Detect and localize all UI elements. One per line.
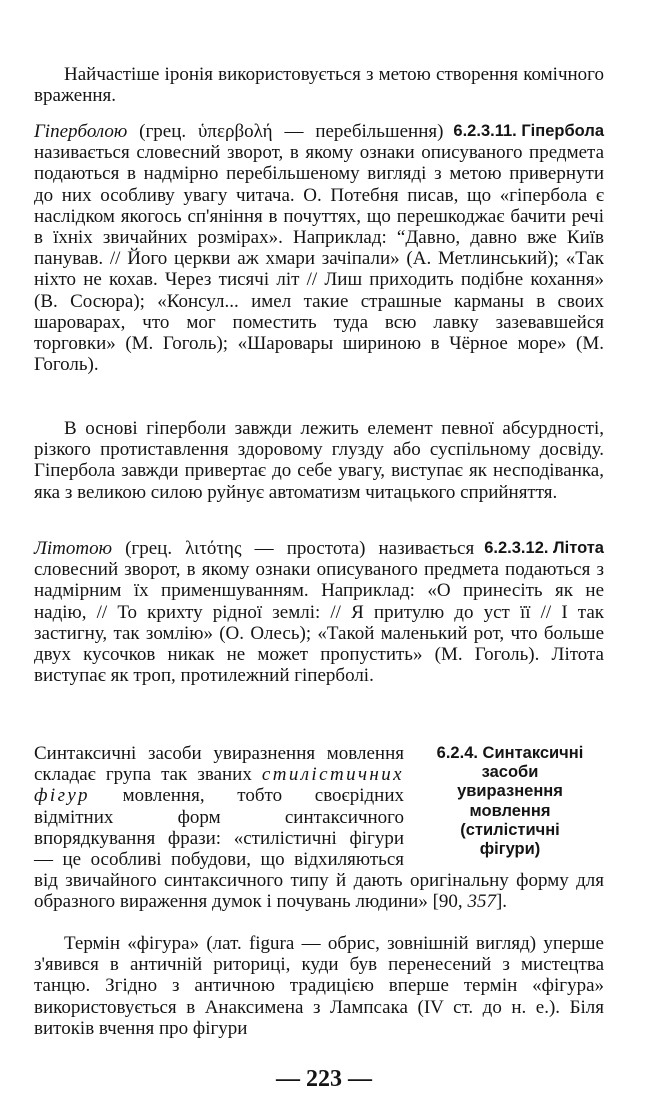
heading-litotes: 6.2.3.12. Літота	[484, 539, 604, 557]
heading-syntax-line: увиразнення	[457, 782, 563, 801]
term-litotes: Літотою	[34, 538, 112, 559]
section-litotes	[34, 538, 604, 686]
syntax-text-cont: мовлення, тобто своєрідних відмітних форм синтаксичного впорядкування фрази: «стилістичні фігури — це особливі побудови, що відхиляються від звичайного синтаксичного типу й дають оригінальну форму для образного вираження думок і почувань людини» [90,	[34, 785, 604, 913]
litotes-text: (грец. λιτότης — простота) називається словесний зворот, в якому ознаки описуваного предмета подаються з надмірним їх применшуванням. Наприклад: «О принесіть як не надію, // То крихту рідної землі: // Я притулю до уст її // І так застигну, так зомлію» (О. Олесь); «Такой маленький рот, что больше двух кусочков никак не может пропустить» (М. Гоголь). Літота виступає як троп, протилежний гіперболі.	[34, 538, 604, 687]
heading-syntax-line: фігури)	[479, 840, 541, 859]
term-hyperbole: Гіперболою	[34, 121, 128, 142]
syntax-text: Синтаксичні засоби увиразнення мовлення складає група так званих	[34, 743, 404, 786]
hyperbole-paragraph-2: В основі гіперболи завжди лежить елемент певної абсурдності, різкого протиставлення здоровому глузду або суспільному досвіду. Гіпербола завжди привертає до себе увагу, виступає як несподіванка, яка з великою силою руйнує автоматизм читацького сприйняття.	[34, 418, 604, 503]
heading-syntax-line: мовлення	[469, 801, 551, 820]
citation-page: 357	[467, 891, 496, 913]
syntax-text-end: ].	[495, 891, 508, 913]
syntax-paragraph-2: Термін «фігура» (лат. figura — обрис, зовнішній вигляд) уперше з'явився в античній риториці, куди був перенесений з мистецтва танцю. Згідно з античною традицією вперше термін «фігура» використовується в Анаксимена з Лампсака (IV ст. до н. е.). Біля витоків вчення про фігури	[34, 933, 604, 1039]
intro-paragraph: Найчастіше іронія використовується з метою створення комічного враження.	[34, 64, 604, 107]
heading-syntax-line: 6.2.4. Синтаксичні	[436, 744, 584, 762]
hyperbole-text: (грец. ὑπερβολή — перебільшення) називається словесний зворот, в якому ознаки описуваного предмета подаються в надмірно перебільшеному вигляді з метою привернути до них особливу увагу читача. О. Потебня писав, що «гіпербола є наслідком якогось сп'яніння в почуттях, що перешкоджає бачити речі в їхніх звичайних розмірах». Наприклад: “Давно, давно вже Київ панував. // Його церкви аж хмари зачіпали» (А. Метлинський); «Так ніхто не кохав. Через тисячі літ // Лиш приходить подібне кохання» (В. Сосюра); «Консул... имел такие страшные карманы в своих шароварах, что мог поместить туда всю лавку зазевавшейся торговки» (М. Гоголь); «Шаровары шириною в Чёрное море» (М. Гоголь).	[34, 121, 604, 376]
heading-hyperbole: 6.2.3.11. Гіпербола	[453, 122, 604, 140]
section-syntax	[34, 743, 604, 913]
heading-syntax-line: (стилістичні	[460, 820, 560, 839]
page-number: — 223 —	[276, 1066, 372, 1092]
section-hyperbole	[34, 121, 604, 375]
term-stylistic-figures: стилістичних фігур	[34, 764, 404, 807]
heading-syntax	[416, 744, 604, 859]
heading-syntax-line: засоби	[481, 763, 539, 782]
